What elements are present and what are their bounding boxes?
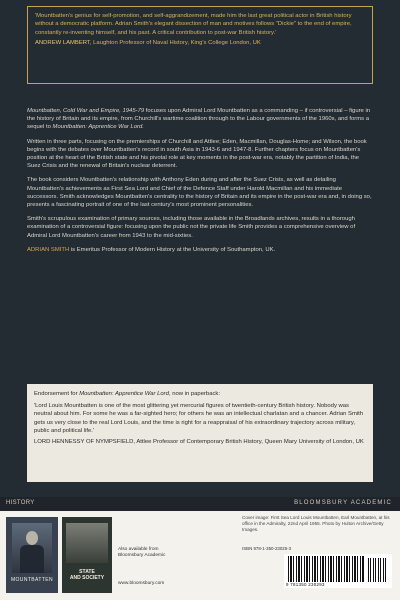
related-book-cover-state-society [62,517,112,593]
endorsement-heading-prefix: Endorsement for [34,391,80,397]
blurb-paragraph-1 [27,107,373,132]
top-quote-author: ANDREW LAMBERT, [35,40,92,47]
also-available [118,547,165,559]
endorsement-heading-title: Mountbatten: Apprentice War Lord [79,391,169,397]
top-quote-text: 'Mountbatten's genius for self-promotion, and self-aggrandizement, made him the last great political actor in British history without a democratic platform. Adrian Smith's elegant dissection of man and motives follows "Dickie" to the end of empire, constantly re-inventing himself, and his past. A critical contribution to post-war British history.' [35,13,352,36]
endorsement-author: LORD HENNESSY OF NYMPSFIELD, [34,439,136,446]
also-line1: Also available from [118,547,159,552]
endorsement-heading-suffix: , now in paperback: [168,391,221,397]
top-quote-affiliation: Laughton Professor of Naval History, King's College London, UK [93,40,261,47]
endorsement-attribution [34,438,366,446]
publisher-url[interactable]: www.bloomsbury.com [118,581,165,586]
footer-bar [0,497,400,511]
footer [0,497,400,600]
sequel-title: Mountbatten: Apprentice War Lord. [52,124,144,131]
cover1-title: MOUNTBATTEN [10,577,54,583]
isbn: ISBN 978-1-350-23025-3 [242,546,292,551]
cover2-title [62,569,112,581]
related-book-cover-mountbatten [6,517,58,593]
publisher-label: BLOOMSBURY ACADEMIC [294,500,392,506]
cover2-title-line2: AND SOCIETY [69,575,105,581]
blurb-paragraph-3: The book considers Mountbatten's relationship with Anthony Eden during and after the Suez Crisis, as well as detailing Mountbatten's achievements as First Sea Lord and Chief of the Defence Staff under Harold Macmillan and his immediate successors. Smith acknowledges Mountbatten's centrality to the history of Britain and its empire in the post-war era and, in doing so, presents a fascinating portrait of one of the last century's most prominent personalities. [27,177,372,209]
top-quote-attribution [35,39,365,47]
author-bio-text: is Emeritus Professor of Modern History at the University of Southampton, UK. [69,246,276,253]
blurb [27,107,373,260]
endorsement-quote: 'Lord Louis Mountbatten is one of the most glittering yet mercurial figures of twentieth-century British history. Nobody was neutral about him. For some he was a far-sighted hero; for others he was an intellectual charlatan and a chancer. Adrian Smith gets us very close to the real Lord Louis, and the time is right for a reappraisal of his extraordinary trajectory across military, public and political life.' [34,403,364,434]
blurb-p1-text: focuses upon Admiral Lord Mountbatten as a commanding – if controversial – figure in the history of Britain and its empire, from Churchill's wartime coalition through to the Labour governments of the 1960s, and forms a sequel to [27,108,371,131]
endorsement-affiliation: Attlee Professor of Contemporary British History, Queen Mary University of London, UK [136,439,364,446]
cover2-title-line1: STATE [79,569,95,575]
blurb-paragraph-2: Written in three parts, focusing on the premierships of Churchill and Attlee; Eden, Macmillan, Douglas-Home; and Wilson, the book begins with the debates over Mountbatten's record in south Asia in 1943-6 and 1947-8. Further chapters focus on Mountbatten's position at the heart of the British state and his pivotal role at key moments in the post-war era, notably the partition of India, the Suez Crisis and the renewal of Britain's nuclear deterrent. [27,138,367,170]
book-title: Mountbatten, Cold War and Empire, 1945-79 [27,108,145,114]
barcode [284,554,392,588]
top-quote-box [27,6,373,84]
cover2-image [66,523,108,563]
category-label: HISTORY [6,500,35,506]
barcode-bars [288,556,364,582]
barcode-number: 9 781350 230293 [286,582,325,587]
cover-credit: Cover image: First Sea Lord Louis Mountbatten, Earl Mountbatten, at his office in the Admiralty, 22nd April 1955. Photo by Hulton Archive/Getty Images. [242,515,390,532]
also-line2: Bloomsbury Academic [118,553,166,558]
blurb-paragraph-4: Smith's scrupulous examination of primary sources, including those available in the Broadlands archives, results in a thorough examination of a controversial figure: focusing upon the public not the private life Smith provides a comprehensive overview of Admiral Lord Mountbatten's career from 1943 to the mid-sixties. [27,216,356,239]
author-bio [27,246,373,254]
endorsement-heading [34,390,366,398]
barcode-supplement [368,558,388,582]
author-name: ADRIAN SMITH [27,246,70,253]
portrait-image [12,523,52,573]
endorsement-box [27,384,373,482]
